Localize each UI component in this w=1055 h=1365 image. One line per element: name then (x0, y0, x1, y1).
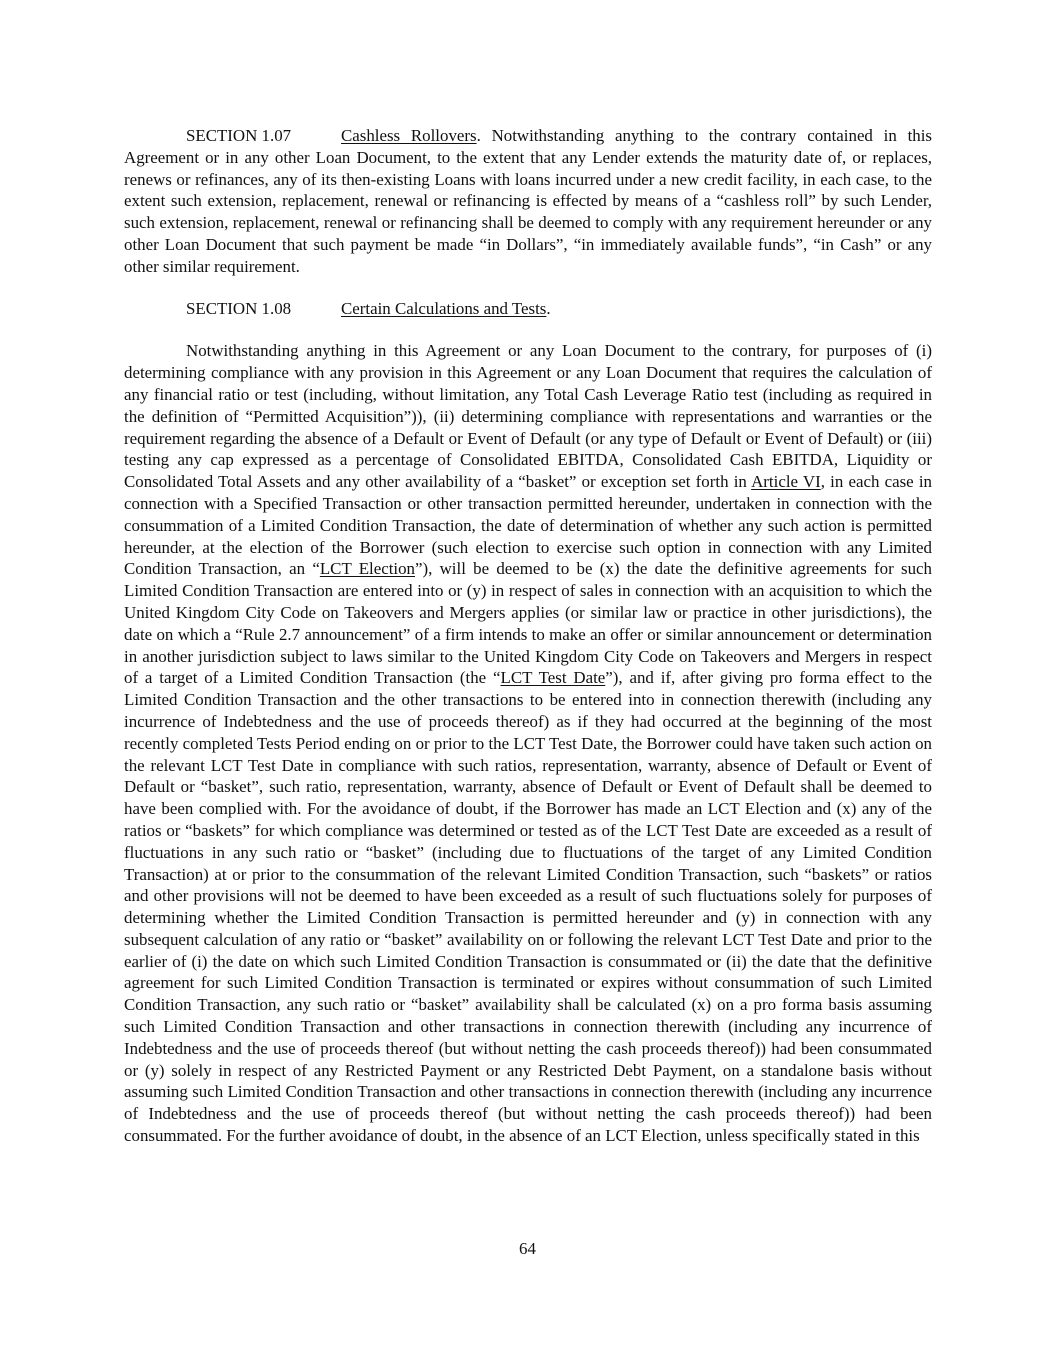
lct-test-date-term: LCT Test Date (500, 668, 606, 688)
section-1-08-suffix: . (546, 299, 551, 319)
body-text-part-2: , in each case in connection with a Specified Transaction or other transaction permitted hereunder, undertaken in connection with the consummation of a Limited Condition Transaction, the date of determination of whether any such action is permitted hereunder, at the election of the Borrower (such election to exercise such option in connection with any Limited Condition Transaction, an “ (124, 472, 932, 579)
section-1-08-heading: Certain Calculations and Tests (341, 299, 547, 319)
article-vi-reference: Article VI (751, 472, 821, 492)
section-1-07-paragraph (124, 125, 932, 278)
body-text-part-3: ”), will be deemed to be (x) the date the definitive agreements for such Limited Condition Transaction are entered into or (y) in respect of sales in connection with an acquisition to which the United Kingdom City Code on Takeovers and Mergers applies (or similar law or practice in other jurisdictions), the date on which a “Rule 2.7 announcement” of a firm intends to make an offer or similar announcement or determination in another jurisdiction subject to laws similar to the United Kingdom City Code on Takeovers and Mergers in respect of a target of a Limited Condition Transaction (the “ (124, 559, 932, 688)
section-1-07-number: SECTION 1.07 (186, 126, 292, 145)
page-number: 64 (519, 1239, 536, 1258)
document-page (124, 125, 932, 1147)
body-text-part-1: Notwithstanding anything in this Agreement or any Loan Document to the contrary, for purposes of (i) determining compliance with any provision in this Agreement or any Loan Document that requires the calculation of any financial ratio or test (including, without limitation, any Total Cash Leverage Ratio test (including as required in the definition of “Permitted Acquisition”)), (ii) determining compliance with representations and warranties or the requirement regarding the absence of a Default or Event of Default (or any type of Default or Event of Default) or (iii) testing any cap expressed as a percentage of Consolidated EBITDA, Consolidated Cash EBITDA, Liquidity or Consolidated Total Assets and any other availability of a “basket” or exception set forth in (124, 341, 932, 492)
body-text-part-4: ”), and if, after giving pro forma effect to the Limited Condition Transaction and the other transactions to be entered into in connection therewith (including any incurrence of Indebtedness and the use of proceeds thereof) as if they had occurred at the beginning of the most recently completed Tests Period ending on or prior to the LCT Test Date, the Borrower could have taken such action on the relevant LCT Test Date in compliance with such ratios, representation, warranty, absence of Default or Event of Default or “basket”, such ratio, representation, warranty, absence of Default or Event of Default shall be deemed to have been complied with. For the avoidance of doubt, if the Borrower has made an LCT Election and (x) any of the ratios or “baskets” for which compliance was determined or tested as of the LCT Test Date are exceeded as a result of fluctuations in any such ratio or “basket” (including due to fluctuations of the target of any Limited Condition Transaction) at or prior to the consummation of the relevant Limited Condition Transaction, such “baskets” or ratios and other provisions will not be deemed to have been exceeded as a result of such fluctuations solely for purposes of determining whether the Limited Condition Transaction is permitted hereunder and (y) in connection with any subsequent calculation of any ratio or “basket” availability on or following the relevant LCT Test Date and prior to the earlier of (i) the date on which such Limited Condition Transaction is consummated or (ii) the date that the definitive agreement for such Limited Condition Transaction is terminated or expires without consummation of such Limited Condition Transaction, any such ratio or “basket” availability shall be calculated (x) on a pro forma basis assuming such Limited Condition Transaction and other transactions in connection therewith (including any incurrence of Indebtedness and the use of proceeds thereof (but without netting the cash proceeds thereof)) had been consummated or (y) solely in respect of any Restricted Payment or any Restricted Debt Payment, on a standalone basis without assuming such Limited Condition Transaction and other transactions in connection therewith (including any incurrence of Indebtedness and the use of proceeds thereof (but without netting the cash proceeds thereof)) had been consummated. For the further avoidance of doubt, in the absence of an LCT Election, unless specifically stated in this (124, 668, 932, 1146)
lct-election-term: LCT Election (319, 559, 415, 579)
section-1-07-text: . Notwithstanding anything to the contrary contained in this Agreement or in any other Loan Document, to the extent that any Lender extends the maturity date of, or replaces, renews or refinances, any of its then-existing Loans with loans incurred under a new credit facility, in each case, to the extent such extension, replacement, renewal or refinancing is effected by means of a “cashless roll” by such Lender, such extension, replacement, renewal or refinancing shall be deemed to comply with any requirement hereunder or any other Loan Document that such payment be made “in Dollars”, “in immediately available funds”, “in Cash” or any other similar requirement. (124, 126, 932, 276)
section-1-08-heading-line (124, 298, 932, 320)
section-1-07-heading: Cashless Rollovers (341, 126, 477, 145)
section-1-08-number: SECTION 1.08 (186, 299, 292, 319)
section-1-08-body-paragraph (124, 340, 932, 1146)
